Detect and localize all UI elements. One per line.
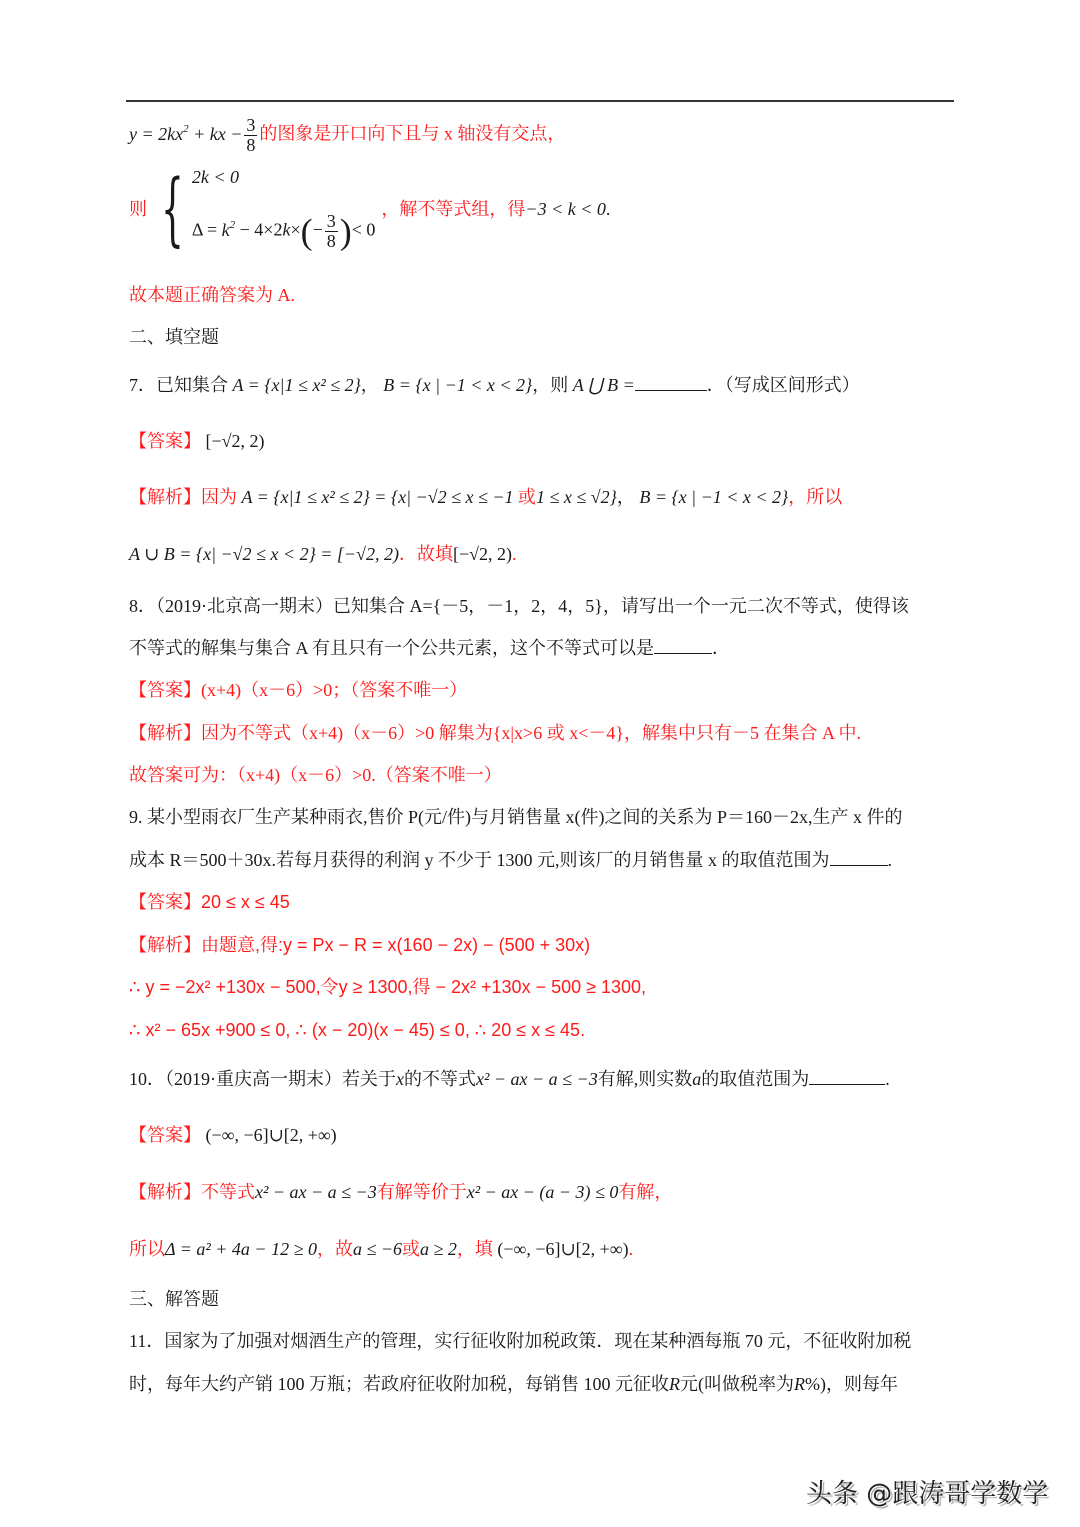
set-A: A = {x|1 ≤ x² ≤ 2} (232, 375, 361, 395)
answer-blank (635, 376, 707, 391)
q7-answer (129, 432, 265, 450)
continuation-line-1 (129, 116, 565, 155)
header-rule (126, 100, 954, 102)
system-row-2: $\Delta = k^2 - 4\times 2k\times(-$ $\frac{3}{8}$ )< 0 (191, 211, 376, 252)
q10-answer (129, 1126, 337, 1144)
answer-value: [−√2, 2) (205, 431, 265, 451)
question-8-line-1: 8．（2019·北京高一期末）已知集合 A={－5，－1，2，4，5}，请写出一个一元二次不等式，使得该 (129, 596, 909, 616)
answer-blank (809, 1070, 885, 1085)
question-11-line-2: 时，每年大约产销 100 万瓶；若政府征收附加税，每销售 100 元征收R元(叫做税率为R%)，则每年 (129, 1374, 898, 1394)
question-10: 10．（2019·重庆高一期末）若关于x的不等式x² − ax − a ≤ −3有解,则实数a的取值范围为 . (129, 1069, 890, 1089)
answer-value: 20 ≤ x ≤ 45 (201, 892, 290, 912)
q8-analysis-line-1: 【解析】因为不等式（x+4)（x－6）>0 解集为{x|x>6 或 x<－4}，解集中只有－5 在集合 A 中. (129, 723, 861, 743)
q10-analysis-line-1: 【解析】不等式x² − ax − a ≤ −3有解等价于x² − ax − (a − 3) ≤ 0有解， (129, 1182, 673, 1202)
system-row-1: 2k < 0 (191, 167, 240, 187)
answer-label: 【答案】 (129, 1125, 201, 1145)
answer-label: 【答案】 (129, 892, 201, 912)
k-range: −3 < k < 0 (525, 199, 606, 220)
q9-analysis-line-1: 【解析】由题意,得:y = Px − R = x(160 − 2x) − (500 + 30x) (129, 935, 591, 955)
answer-label: 【答案】 (129, 680, 201, 700)
continuation-text: 的图象是开口向下且与 x 轴没有交点， (259, 123, 566, 144)
analysis-label: 【解析】 (129, 935, 201, 955)
question-8-line-2: 不等式的解集与集合 A 有且只有一个公共元素，这个不等式可以是 ． (129, 638, 731, 658)
q10-analysis-line-2: 所以Δ = a² + 4a − 12 ≥ 0，故a ≤ −6或a ≥ 2，填 (−∞, −6]∪[2, +∞). (129, 1239, 634, 1259)
q8-answer (129, 681, 467, 699)
conclusion: 故本题正确答案为 A. (129, 285, 295, 305)
analysis-label: 【解析】 (129, 723, 201, 743)
section-title-fill-in: 二、填空题 (129, 327, 219, 347)
question-9-line-1: 9. 某小型雨衣厂生产某种雨衣,售价 P(元/件)与月销售量 x(件)之间的关系为 P＝160－2x,生产 x 件的 (129, 807, 903, 827)
quadratic-formula: $y = 2kx^2$ + kx − (129, 122, 243, 144)
section-title-solve: 三、解答题 (129, 1289, 219, 1309)
q9-answer (129, 893, 290, 911)
q9-analysis-line-3: ∴ x² − 65x +900 ≤ 0, ∴ (x − 20)(x − 45) ≤ 0, ∴ 20 ≤ x ≤ 45. (129, 1020, 586, 1040)
q7-analysis-line-1: 【解析】因为 A = {x|1 ≤ x² ≤ 2} = {x| −√2 ≤ x ≤ −1 或1 ≤ x ≤ √2}， B = {x | −1 < x < 2}，所以 (129, 487, 843, 507)
fraction-3-8: $\frac{3}{8}$ (246, 115, 256, 155)
q8-analysis-line-2: 故答案可为：（x+4)（x－6）>0.（答案不唯一） (129, 765, 502, 785)
q7-analysis-line-2: A ∪ B = {x| −√2 ≤ x < 2} = [−√2, 2)．故填[−√2, 2). (129, 544, 517, 564)
analysis-label: 【解析】 (129, 1182, 201, 1202)
question-7: 7．已知集合 A = {x|1 ≤ x² ≤ 2}， B = {x | −1 < x < 2}，则 A ⋃ B = ．（写成区间形式） (129, 375, 860, 395)
answer-blank (830, 851, 888, 866)
set-B: B = {x | −1 < x < 2} (383, 375, 533, 395)
continuation-line-2: 则 { 2k < 0 $\Delta = k^2 - 4\times 2k\times(-$ $\frac{3}{8}$ )< 0 ，解不等式组，得 −3 < k < 0 . (129, 162, 611, 256)
then-label: 则 (129, 199, 147, 220)
q9-analysis-line-2: ∴ y = −2x² +130x − 500,令y ≥ 1300,得 − 2x² +130x − 500 ≥ 1300, (129, 977, 647, 997)
question-9-line-2: 成本 R＝500＋30x.若每月获得的利润 y 不少于 1300 元,则该厂的月销售量 x 的取值范围为 . (129, 850, 893, 870)
question-11-line-1: 11．国家为了加强对烟酒生产的管理，实行征收附加税政策．现在某种酒每瓶 70 元，不征收附加税 (129, 1331, 912, 1351)
left-brace: { (160, 162, 184, 256)
solve-text: ，解不等式组，得 (381, 199, 526, 220)
answer-value: (−∞, −6]∪[2, +∞) (205, 1125, 337, 1145)
union-expr: A ⋃ B = (572, 375, 635, 395)
inequality: x² − ax − a ≤ −3 (476, 1069, 598, 1089)
inequality-system (147, 162, 376, 256)
analysis-label: 【解析】 (129, 487, 201, 507)
answer-value: (x+4)（x－6）>0；（答案不唯一） (201, 680, 468, 700)
answer-label: 【答案】 (129, 431, 201, 451)
watermark: 头条 @跟涛哥学数学 (806, 1479, 1049, 1509)
answer-blank (654, 639, 712, 654)
